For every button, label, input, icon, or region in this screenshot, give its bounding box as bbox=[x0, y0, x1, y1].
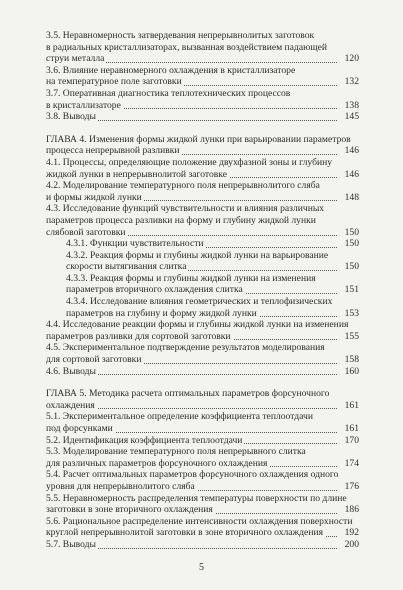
toc-entry-text: 4.3.3. Реакция формы и глубины жидкой лунки на изменения bbox=[66, 272, 316, 284]
toc-entry-text: 3.8. Выводы bbox=[46, 111, 96, 123]
toc-entry-text: струи металла bbox=[46, 53, 105, 65]
toc-page-number: 151 bbox=[344, 284, 359, 296]
toc-entry-text: 4.3. Исследование функций чувствительности и влияния различных bbox=[46, 203, 325, 215]
toc-page-number: 138 bbox=[344, 99, 359, 111]
toc-entry-text: 4.3.2. Реакция формы и глубины жидкой лунки на варьирование bbox=[66, 249, 329, 261]
toc-entry-last-line bbox=[46, 53, 359, 65]
toc-entry bbox=[46, 88, 359, 111]
toc-page-number: 132 bbox=[344, 76, 359, 88]
toc-entry-text: в радиальных кристаллизаторах, вызванная воздействием падающей bbox=[46, 41, 328, 53]
toc-page-number: 153 bbox=[344, 307, 359, 319]
toc-page-number: 150 bbox=[344, 238, 359, 250]
toc-entry-text: 5.3. Моделирование температурного поля непрерывного слитка bbox=[46, 446, 306, 458]
page-number: 5 bbox=[199, 562, 204, 573]
toc-entry bbox=[46, 65, 359, 88]
toc-page-number: 192 bbox=[344, 527, 359, 539]
toc-entry bbox=[46, 539, 359, 551]
toc-entry-text: 5.2. Идентификация коэффициента теплоотдачи bbox=[46, 434, 243, 446]
toc-entry-last-line bbox=[46, 111, 359, 123]
toc-entry-text: 4.3.1. Функции чувствительности bbox=[66, 238, 204, 250]
toc-entry bbox=[46, 516, 359, 539]
toc-entry-text: заготовки в зоне вторичного охлаждения bbox=[46, 504, 213, 516]
toc-entry-last-line bbox=[46, 435, 359, 447]
toc-entry bbox=[46, 446, 359, 469]
toc-entry bbox=[46, 435, 359, 447]
toc-entry-text: параметров процесса разливки на форму и глубину жидкой лунки bbox=[46, 214, 316, 226]
toc-entry bbox=[46, 238, 359, 250]
toc-page-number: 150 bbox=[344, 226, 359, 238]
toc-entry bbox=[46, 134, 359, 157]
toc-entry-text: 5.5. Неравномерность распределения температуры поверхности по длине bbox=[46, 492, 347, 504]
toc-entry bbox=[46, 366, 359, 378]
toc-entry bbox=[46, 111, 359, 123]
toc-entry bbox=[46, 157, 359, 180]
table-of-contents bbox=[46, 30, 359, 551]
toc-entry-text: 4.5. Экспериментальное подтверждение результатов моделирования bbox=[46, 342, 325, 354]
toc-entry-last-line bbox=[66, 238, 359, 250]
toc-entry-last-line bbox=[46, 539, 359, 551]
toc-entry bbox=[46, 273, 359, 296]
toc-page-number: 155 bbox=[344, 330, 359, 342]
toc-page-number: 145 bbox=[344, 111, 359, 123]
toc-entry bbox=[46, 203, 359, 238]
toc-entry bbox=[46, 296, 359, 319]
toc-page-number: 158 bbox=[344, 354, 359, 366]
toc-entry-text: и формы жидкой лунки bbox=[46, 191, 142, 203]
toc-entry-last-line bbox=[46, 100, 359, 112]
toc-entry bbox=[46, 319, 359, 342]
toc-entry-last-line bbox=[46, 400, 359, 412]
toc-page-number: 176 bbox=[344, 480, 359, 492]
toc-entry-text: 3.6. Влияние неравномерного охлаждения в кристаллизаторе bbox=[46, 64, 296, 76]
toc-entry-text: ГЛАВА 5. Методика расчета оптимальных параметров форсуночного bbox=[46, 388, 330, 400]
toc-entry-text: уровня для непрерывнолитого сляба bbox=[46, 480, 195, 492]
toc-entry-last-line bbox=[66, 261, 359, 273]
toc-entry-text: параметров на глубину и форму жидкой лунки bbox=[66, 307, 257, 319]
toc-entry-last-line bbox=[46, 331, 359, 343]
toc-entry-last-line bbox=[46, 504, 359, 516]
section-gap bbox=[46, 123, 359, 134]
toc-entry-last-line bbox=[46, 366, 359, 378]
toc-entry-text: на температурное поле заготовки bbox=[46, 76, 182, 88]
toc-entry-last-line bbox=[46, 192, 359, 204]
toc-entry-last-line bbox=[46, 527, 359, 539]
toc-entry-text: для различных параметров форсуночного охлаждения bbox=[46, 457, 268, 469]
toc-entry-text: процесса непрерывной разливки bbox=[46, 145, 180, 157]
toc-entry-text: 5.1. Экспериментальное определение коэффициента теплоотдачи bbox=[46, 411, 313, 423]
toc-page-number: 150 bbox=[344, 261, 359, 273]
toc-entry-text: 5.4. Расчет оптимальных параметров форсуночного охлаждения одного bbox=[46, 469, 339, 481]
toc-entry-text: в кристаллизаторе bbox=[46, 99, 121, 111]
toc-page-number: 161 bbox=[344, 423, 359, 434]
toc-entry-text: 4.6. Выводы bbox=[46, 365, 96, 377]
toc-entry-last-line bbox=[66, 308, 359, 320]
toc-entry-last-line bbox=[46, 354, 359, 366]
toc-page-number: 200 bbox=[344, 538, 359, 550]
toc-entry-text: для сортовой заготовки bbox=[46, 354, 142, 366]
toc-page-number: 160 bbox=[344, 365, 359, 377]
toc-page-number: 170 bbox=[344, 434, 359, 446]
toc-entry-text: 5.7. Выводы bbox=[46, 538, 96, 550]
toc-entry-text: под форсунками bbox=[46, 423, 113, 434]
section-gap bbox=[46, 377, 359, 388]
toc-page-number: 186 bbox=[344, 504, 359, 516]
toc-entry-last-line bbox=[46, 227, 359, 239]
toc-entry-text: охлаждения bbox=[46, 399, 95, 411]
toc-entry-text: 4.3.4. Исследование влияния геометрических и теплофизических bbox=[66, 296, 333, 308]
toc-entry-last-line bbox=[46, 481, 359, 493]
toc-entry bbox=[46, 493, 359, 516]
toc-page-number: 174 bbox=[344, 457, 359, 469]
toc-entry-last-line bbox=[46, 145, 359, 157]
toc-entry bbox=[46, 30, 359, 65]
toc-page-number: 161 bbox=[344, 399, 359, 411]
toc-entry-text: параметров вторичного охлаждения слитка bbox=[66, 284, 243, 296]
toc-entry-text: скорости вытягивания слитка bbox=[66, 261, 187, 273]
toc-entry-text: 3.5. Неравномерность затвердевания непрерывнолитых заготовок bbox=[46, 30, 315, 41]
toc-entry-last-line bbox=[46, 458, 359, 470]
toc-entry bbox=[46, 411, 359, 434]
toc-entry bbox=[46, 388, 359, 411]
toc-entry bbox=[46, 250, 359, 273]
toc-page-number: 146 bbox=[344, 145, 359, 157]
toc-entry-last-line bbox=[66, 284, 359, 296]
toc-entry-text: ГЛАВА 4. Изменения формы жидкой лунки при варьировании параметров bbox=[46, 133, 351, 145]
toc-entry-text: жидкой лунки в непрерывнолитой заготовке bbox=[46, 168, 227, 180]
toc-entry bbox=[46, 180, 359, 203]
toc-entry-text: круглой непрерывнолитой заготовки в зоне вторичного охлаждения bbox=[46, 527, 323, 539]
toc-entry-last-line bbox=[46, 423, 359, 435]
toc-entry-text: 3.7. Оперативная диагностика теплотехнических процессов bbox=[46, 87, 291, 99]
toc-page-number: 120 bbox=[344, 53, 359, 65]
toc-entry-text: 5.6. Рациональное распределение интенсивности охлаждения поверхности bbox=[46, 515, 353, 527]
toc-page-number: 146 bbox=[344, 168, 359, 180]
toc-entry-text: слябовой заготовки bbox=[46, 226, 126, 238]
toc-entry-text: 4.1. Процессы, определяющие положение двухфазной зоны и глубину bbox=[46, 156, 333, 168]
toc-page-number: 148 bbox=[344, 191, 359, 203]
toc-entry bbox=[46, 342, 359, 365]
toc-entry-text: 4.4. Исследование реакции формы и глубины жидкой лунки на изменения bbox=[46, 319, 349, 331]
toc-entry bbox=[46, 469, 359, 492]
toc-entry-last-line bbox=[46, 169, 359, 181]
toc-entry-text: параметров разливки для сортовой заготовки bbox=[46, 330, 231, 342]
toc-entry-last-line bbox=[46, 76, 359, 88]
toc-entry-text: 4.2. Моделирование температурного поля непрерывнолитого сляба bbox=[46, 180, 320, 192]
